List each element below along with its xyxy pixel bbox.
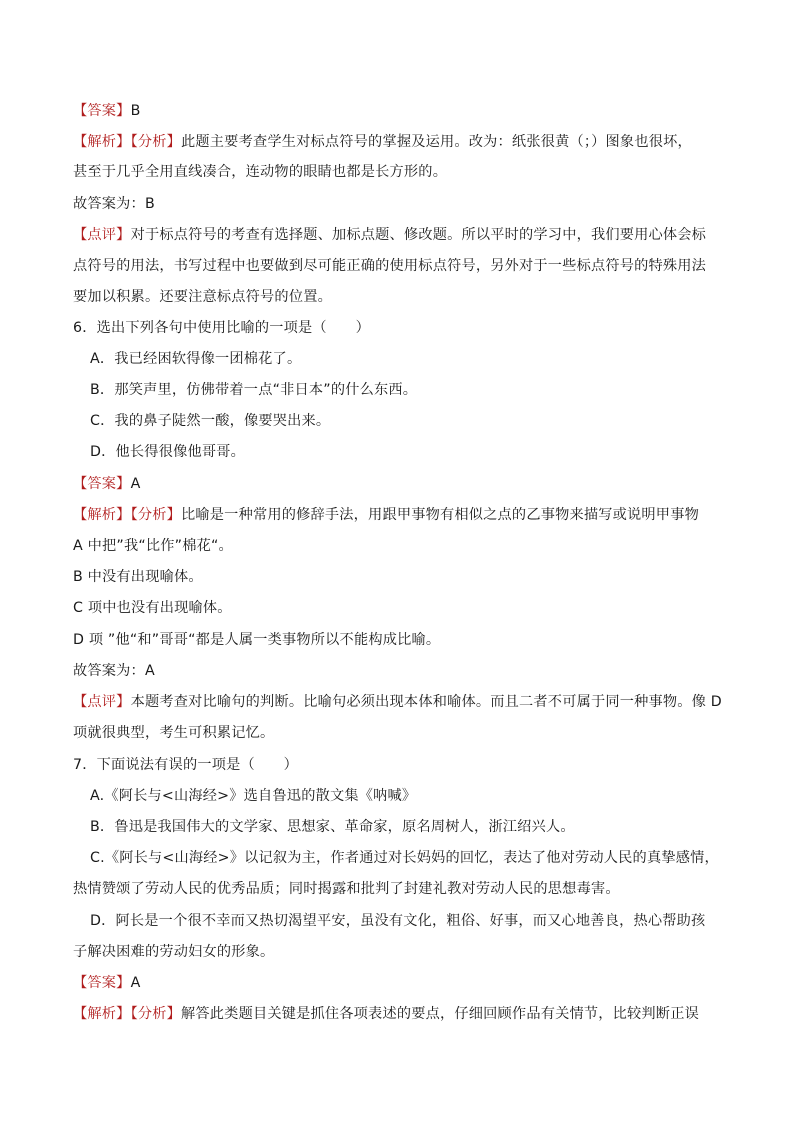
q6-analysis-a: A 中把”我“比作”棉花“。	[73, 538, 233, 554]
q6-analysis-d: D 项 ”他“和”哥哥“都是人属一类事物所以不能构成比喻。	[73, 632, 441, 648]
answer-tag: 【答案】	[73, 103, 131, 119]
q5-comment-line	[73, 225, 733, 245]
q7-option-b: B．鲁迅是我国伟大的文学家、思想家、革命家，原名周树人，浙江绍兴人。	[90, 819, 575, 835]
q5-analysis-text: 此题主要考查学生对标点符号的掌握及运用。改为：纸张很黄（；）图象也很坏，	[181, 134, 692, 150]
answer-tag: 【答案】	[73, 975, 131, 991]
q5-answer-line	[73, 101, 733, 121]
q7-option-d-2: 子解决困难的劳动妇女的形象。	[73, 944, 275, 960]
q7-option-d-1: D．阿长是一个很不幸而又热切渴望平安，虽没有文化，粗俗、好事，而又心地善良，热心帮助孩	[90, 913, 706, 929]
q7-stem: 7．下面说法有误的一项是（ ）	[73, 757, 299, 773]
q7-option-c-2: 热情赞颂了劳动人民的优秀品质；同时揭露和批判了封建礼教对劳动人民的思想毒害。	[73, 881, 620, 897]
q6-option-c: C．我的鼻子陡然一酸，像要哭出来。	[90, 413, 331, 429]
q6-conclusion: 故答案为：A	[73, 663, 155, 679]
q6-answer: A	[130, 476, 141, 492]
comment-tag: 【点评】	[73, 694, 131, 710]
q5-comment-3: 要加以积累。还要注意标点符号的位置。	[73, 289, 332, 305]
q7-option-a: A.《阿长与<山海经>》选自鲁迅的散文集《呐喊》	[90, 788, 417, 804]
q5-comment-2: 点符号的用法，书写过程中也要做到尽可能正确的使用标点符号，另外对于一些标点符号的特殊用法	[73, 258, 707, 274]
fenxi-tag: 【分析】	[130, 134, 182, 150]
fenxi-tag: 【分析】	[130, 507, 182, 523]
q6-comment-1: 本题考查对比喻句的判断。比喻句必须出现本体和喻体。而且二者不可属于同一种事物。像 D	[130, 694, 722, 710]
q5-conclusion: 故答案为：B	[73, 196, 155, 212]
q6-analysis-c: C 项中也没有出现喻体。	[73, 600, 232, 616]
q5-comment-1: 对于标点符号的考查有选择题、加标点题、修改题。所以平时的学习中，我们要用心体会标	[130, 227, 707, 243]
analysis-tag: 【解析】	[73, 507, 131, 523]
q6-option-a: A．我已经困软得像一团棉花了。	[90, 351, 302, 367]
q6-option-d: D．他长得很像他哥哥。	[90, 444, 246, 460]
comment-tag: 【点评】	[73, 227, 131, 243]
q6-stem: 6．选出下列各句中使用比喻的一项是（ ）	[73, 320, 370, 336]
analysis-tag: 【解析】	[73, 1006, 131, 1022]
q5-analysis-cont: 甚至于几乎全用直线凑合，连动物的眼睛也都是长方形的。	[73, 164, 448, 180]
answer-tag: 【答案】	[73, 476, 131, 492]
analysis-tag: 【解析】	[73, 134, 131, 150]
q6-answer-line	[73, 474, 733, 494]
q6-comment-2: 项就很典型，考生可积累记忆。	[73, 725, 275, 741]
fenxi-tag: 【分析】	[130, 1006, 182, 1022]
q6-analysis-text: 比喻是一种常用的修辞手法，用跟甲事物有相似之点的乙事物来描写或说明甲事物	[181, 507, 699, 523]
q7-answer-line	[73, 973, 733, 993]
q7-analysis-line	[73, 1004, 733, 1024]
q7-option-c-1: C.《阿长与<山海经>》以记叙为主，作者通过对长妈妈的回忆，表达了他对劳动人民的真挚感情，	[90, 850, 719, 866]
q6-analysis-line	[73, 505, 733, 525]
q7-answer: A	[130, 975, 141, 991]
q6-analysis-b: B 中没有出现喻体。	[73, 569, 203, 585]
q5-analysis-line	[73, 132, 733, 152]
q7-analysis-text: 解答此类题目关键是抓住各项表述的要点，仔细回顾作品有关情节，比较判断正误	[181, 1006, 699, 1022]
q6-option-b: B．那笑声里，仿佛带着一点“非日本”的什么东西。	[90, 382, 418, 398]
q6-comment-line	[73, 692, 733, 712]
q5-answer: B	[130, 103, 141, 119]
